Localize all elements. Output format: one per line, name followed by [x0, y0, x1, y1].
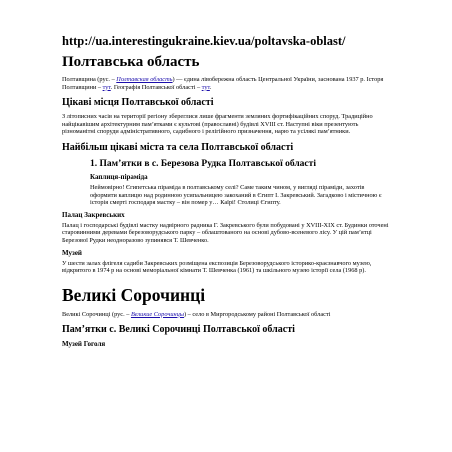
- sorochyntsi-text-start: Великі Сорочинці (рус. –: [62, 310, 131, 318]
- palace-paragraph: Палац і господарські будівлі мастку надвірного радника Г. Закревського були побудовані у XVIII-XIX ст. Будинки оточені старовинними деревами березоворудського парку – облаштованого на основі дубово-всеневого лісу. У цій пам’ятці Березової Рудки неодноразово зупинявся Т. Шевченко.: [62, 221, 389, 244]
- interesting-places-paragraph: З літописних часів на території регіону збереглися лише фрагменти земляних фортифікаційних споруд. Традиційно найцікавішим архітектурним пам’ятками є культові (православні) будівлі XVIII ст. Наступні віки презентують різноманітні споруди адміністративного, садибного і релігійного призначення, нарю та усілякі пам’ятники.: [62, 113, 373, 136]
- source-url: http://ua.interestingukraine.kiev.ua/poltavska-oblast/: [62, 34, 346, 48]
- geography-link[interactable]: тут: [201, 83, 210, 91]
- section-title-velyki-sorochyntsi: Великі Сорочинці: [62, 284, 206, 305]
- chapel-paragraph: Неймовірно! Єгипетська піраміда в полтавському селі? Саме таким чином, у вигляді піраміди, захотів оформити каплицю над родинною усипальницею закоханий в Єгипт І. Закревський. Загадково і містичною є історія смерті господаря мастку – він помер у… Каїрі! Столиці Єгипту.: [90, 183, 382, 207]
- sorochyntsi-paragraph: [62, 311, 390, 319]
- museum-heading: Музей: [62, 248, 82, 257]
- gogol-museum-heading: Музей Гоголя: [62, 340, 106, 349]
- sorochyntsi-russian-link[interactable]: Великие Сорочинцы: [130, 310, 185, 318]
- section-title-interesting-places: Цікаві місця Полтавської області: [62, 97, 214, 109]
- intro-paragraph: [62, 76, 390, 91]
- item-title-berezova-rudka: 1. Пам’ятки в с. Березова Рудка Полтавської області: [90, 158, 316, 169]
- palace-heading: Палац Закревських: [62, 210, 125, 219]
- intro-text-start: Полтавщина (рус. –: [62, 76, 117, 83]
- section-title-sorochyntsi-sights: Пам’ятки с. Великі Сорочинці Полтавської області: [62, 324, 295, 336]
- sorochyntsi-text-end: ) – село в Миргородському районі Полтавської області: [184, 310, 331, 318]
- history-link[interactable]: тут: [102, 83, 111, 91]
- russian-name-link[interactable]: Полтавская область: [116, 76, 173, 83]
- section-title-poltava-oblast: Полтавська область: [62, 54, 200, 70]
- intro-text-end: .: [209, 83, 212, 91]
- museum-paragraph: У шести залах флігеля садиби Закревських розміщена експозиція Березоворудського історико-краєзнавчого музею, відкритого в 1974 р на основі меморіальної кімнати Т. Шевченка (1961) та шкільного музею історії села (1968 р).: [62, 259, 372, 275]
- intro-text-middle: ) — єдина лівобережна область Центральної України, заснована 1937 р. Історя Полтавщини –: [62, 76, 384, 91]
- section-title-cities-villages: Найбільш цікаві міста та села Полтавської області: [62, 141, 294, 153]
- intro-text-middle2: . Географія Полтавської області –: [110, 83, 202, 91]
- chapel-heading: Каплиця-піраміда: [90, 172, 148, 181]
